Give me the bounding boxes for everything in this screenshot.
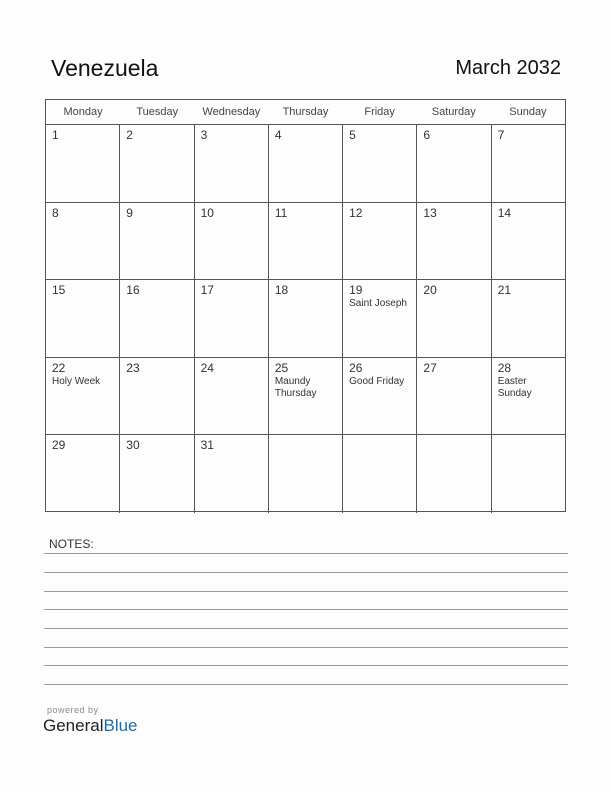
weekday-thursday: Thursday [282,106,329,118]
weekday-monday: Monday [63,106,103,118]
calendar-grid [45,99,566,512]
day-number: 11 [274,205,288,220]
weekday-saturday: Saturday [431,106,476,118]
day-number: 1 [52,128,59,142]
note-line [44,647,568,648]
holiday-label: Maundy Thursday [274,375,317,399]
powered-by-text: powered by [47,705,99,715]
day-cell [120,280,194,357]
week-row [46,203,565,281]
day-cell [269,280,343,357]
week-row [46,358,565,436]
note-line [44,628,568,629]
day-number: 5 [349,128,356,142]
day-number: 8 [52,205,59,220]
day-number: 10 [200,205,214,220]
holiday-label: Holy Week [52,375,101,387]
day-number: 19 [349,283,363,298]
day-cell [195,280,269,357]
day-cell [269,125,343,202]
note-line [44,609,568,610]
day-number: 23 [126,360,140,375]
day-cell [46,203,120,280]
day-number: 24 [200,360,214,375]
weekday-friday: Friday [364,106,395,118]
note-line [44,553,568,554]
day-cell [492,358,565,435]
week-row [46,125,565,203]
day-number: 15 [52,283,66,298]
day-cell [417,203,491,280]
day-cell [46,435,120,513]
day-cell [492,203,565,280]
day-number: 9 [126,205,133,220]
notes-label: NOTES: [49,537,94,551]
week-row [46,280,565,358]
week-row [46,435,565,513]
day-cell [492,125,565,202]
day-cell [120,435,194,513]
day-cell [343,203,417,280]
note-line [44,591,568,592]
day-number: 3 [200,128,208,142]
day-number: 16 [126,283,140,298]
day-number: 28 [497,360,512,375]
day-cell [195,125,269,202]
weeks-container [46,125,565,513]
day-cell [195,435,269,513]
day-number: 12 [349,205,363,220]
day-number: 4 [274,128,282,142]
day-number: 2 [126,128,133,142]
holiday-label: Good Friday [349,375,405,387]
day-number: 31 [200,438,214,453]
holiday-label: Saint Joseph [349,298,407,310]
day-cell [417,435,491,513]
day-cell [343,435,417,513]
day-cell [269,358,343,435]
day-number: 26 [349,360,363,375]
day-number: 13 [423,205,437,220]
weekday-tuesday: Tuesday [136,106,179,118]
note-line [44,572,568,573]
day-cell [492,435,565,513]
day-cell [343,358,417,435]
brand-blue: Blue [103,716,138,735]
day-cell [120,358,194,435]
day-number: 29 [52,438,66,453]
day-cell [46,280,120,357]
day-cell [46,358,120,435]
day-number: 14 [497,205,512,220]
holiday-label: Easter Sunday [497,375,532,399]
weekday-wednesday: Wednesday [202,106,261,118]
note-line [44,665,568,666]
day-number: 25 [274,360,289,375]
day-cell [343,280,417,357]
day-cell [492,280,565,357]
day-number: 7 [497,128,505,142]
day-cell [417,125,491,202]
day-cell [417,280,491,357]
day-number: 27 [423,360,437,375]
day-cell [120,203,194,280]
brand-general: General [43,716,104,735]
day-number: 6 [423,128,431,142]
day-cell [195,358,269,435]
brand-logo[interactable] [43,716,138,736]
day-number: 18 [274,283,289,298]
weekday-header-row [46,100,565,125]
weekday-sunday: Sunday [509,106,547,118]
day-cell [269,435,343,513]
day-cell [120,125,194,202]
day-cell [269,203,343,280]
country-title: Venezuela [51,55,159,81]
day-number: 17 [200,283,214,298]
day-number: 20 [423,283,437,298]
day-cell [417,358,491,435]
month-year-title: March 2032 [455,57,561,79]
day-number: 30 [126,438,140,453]
note-line [44,684,568,685]
day-cell [343,125,417,202]
day-number: 22 [52,360,66,375]
day-cell [46,125,120,202]
day-number: 21 [497,283,512,298]
day-cell [195,203,269,280]
